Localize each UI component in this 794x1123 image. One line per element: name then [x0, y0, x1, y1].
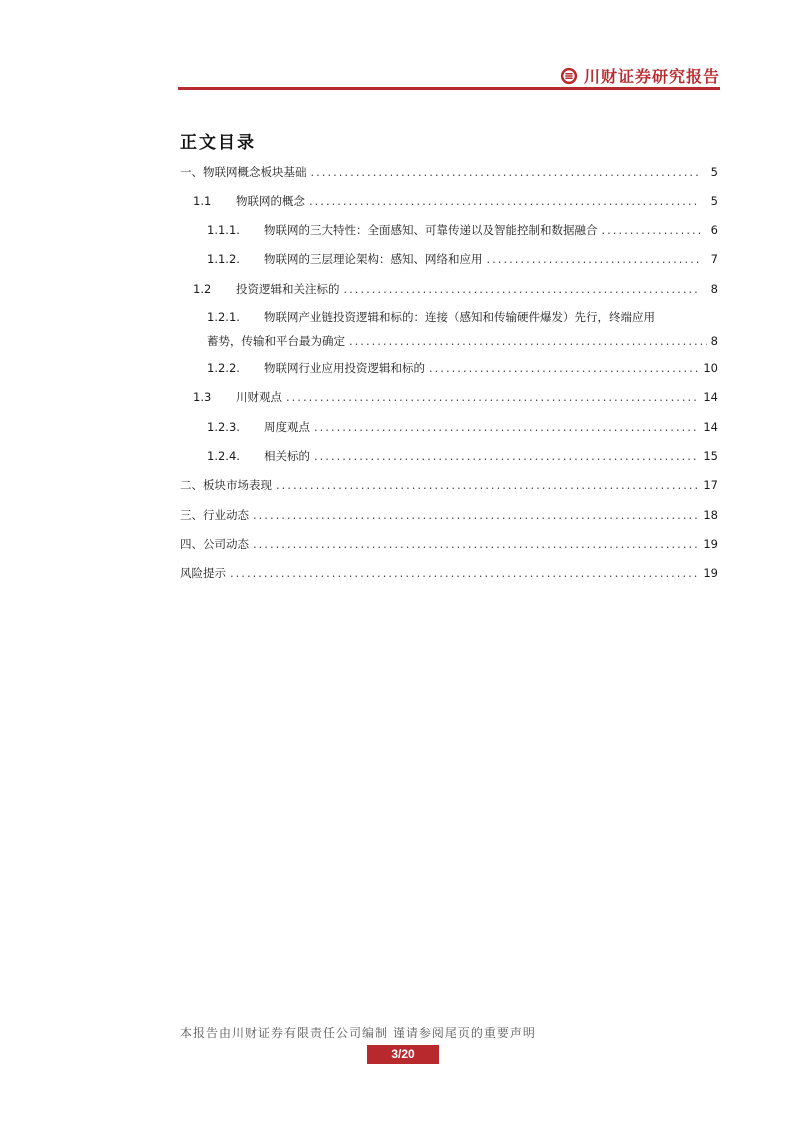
leader-dots — [230, 563, 699, 583]
toc-entry-page: 18 — [703, 508, 718, 522]
toc-entry-page: 10 — [703, 361, 718, 375]
toc-entry-number: 1.2.2. — [207, 361, 240, 375]
leader-dots — [429, 358, 699, 378]
toc-entry-page: 5 — [710, 165, 718, 179]
toc-entry[interactable] — [207, 305, 718, 353]
toc-entry-page: 14 — [703, 420, 718, 434]
page-header — [178, 62, 720, 88]
toc-entry-text: 周度观点 — [264, 420, 310, 434]
leader-dots — [309, 191, 700, 211]
toc-entry-number: 1.1.2. — [207, 252, 240, 266]
toc-entry[interactable] — [180, 279, 718, 299]
toc-entry[interactable] — [180, 191, 718, 211]
toc-entry-text: 二、板块市场表现 — [180, 478, 272, 492]
toc-entry-text: 四、公司动态 — [180, 537, 249, 551]
toc-entry-number: 1.2.3. — [207, 420, 240, 434]
toc-entry-page: 14 — [703, 390, 718, 404]
toc-entry-page: 17 — [703, 478, 718, 492]
leader-dots — [344, 279, 701, 299]
toc-entry-text: 三、行业动态 — [180, 508, 249, 522]
leader-dots — [314, 446, 699, 466]
toc-entry[interactable] — [180, 220, 718, 240]
toc-entry-text: 川财观点 — [236, 390, 282, 404]
toc-entry-page: 7 — [710, 252, 718, 266]
toc-entry[interactable] — [180, 417, 718, 437]
toc-entry[interactable] — [180, 162, 718, 182]
toc-entry-page: 8 — [710, 334, 718, 348]
leader-dots — [314, 417, 699, 437]
toc-entry-number: 1.1.1. — [207, 223, 240, 237]
leader-dots — [487, 249, 701, 269]
toc-entry[interactable] — [180, 387, 718, 407]
toc-entry[interactable] — [180, 563, 718, 583]
leader-dots — [276, 475, 699, 495]
toc-entry-number: 1.1 — [193, 194, 212, 208]
footer-disclaimer: 本报告由川财证券有限责任公司编制 谨请参阅尾页的重要声明 — [180, 1026, 536, 1040]
toc-entry-page: 6 — [710, 223, 718, 237]
toc-entry-text: 一、物联网概念板块基础 — [180, 165, 307, 179]
toc-entry-text: 物联网的概念 — [236, 194, 305, 208]
toc-entry-number: 1.2.4. — [207, 449, 240, 463]
toc-entry-text-continued: 蓄势，传输和平台最为确定 — [207, 334, 345, 348]
toc-entry-page: 19 — [703, 537, 718, 551]
leader-dots — [286, 387, 699, 407]
toc-entry-text: 风险提示 — [180, 566, 226, 580]
toc-entry-text: 物联网的三大特性：全面感知、可靠传递以及智能控制和数据融合 — [264, 223, 598, 237]
toc-entry-text: 相关标的 — [264, 449, 310, 463]
brand — [560, 64, 720, 87]
toc-entry-number: 1.2.1. — [207, 310, 240, 324]
toc-entry[interactable] — [180, 446, 718, 466]
leader-dots — [602, 220, 701, 240]
toc-entry-text: 投资逻辑和关注标的 — [236, 282, 340, 296]
leader-dots — [253, 505, 699, 525]
toc-entry-page: 8 — [710, 282, 718, 296]
toc-entry-page: 15 — [703, 449, 718, 463]
leader-dots — [253, 534, 699, 554]
toc-entry[interactable] — [180, 249, 718, 269]
toc-entry-number: 1.2 — [193, 282, 212, 296]
toc-entry[interactable] — [180, 505, 718, 525]
toc-entry[interactable] — [180, 475, 718, 495]
toc-title: 正文目录 — [180, 133, 256, 153]
toc-entry-text: 物联网的三层理论架构：感知、网络和应用 — [264, 252, 483, 266]
toc-entry-text: 物联网产业链投资逻辑和标的：连接（感知和传输硬件爆发）先行，终端应用 — [264, 310, 655, 324]
page-number: 3/20 — [367, 1045, 439, 1064]
toc-entry[interactable] — [180, 534, 718, 554]
leader-dots — [311, 162, 701, 182]
toc-entry[interactable] — [180, 358, 718, 378]
toc-entry-text: 物联网行业应用投资逻辑和标的 — [264, 361, 425, 375]
toc-entry-page: 19 — [703, 566, 718, 580]
toc-entry-page: 5 — [710, 194, 718, 208]
chuancai-logo-icon — [560, 67, 578, 85]
header-rule — [178, 87, 720, 90]
toc-entry-number: 1.3 — [193, 390, 212, 404]
leader-dots — [349, 329, 707, 353]
brand-text: 川财证券研究报告 — [583, 67, 720, 86]
